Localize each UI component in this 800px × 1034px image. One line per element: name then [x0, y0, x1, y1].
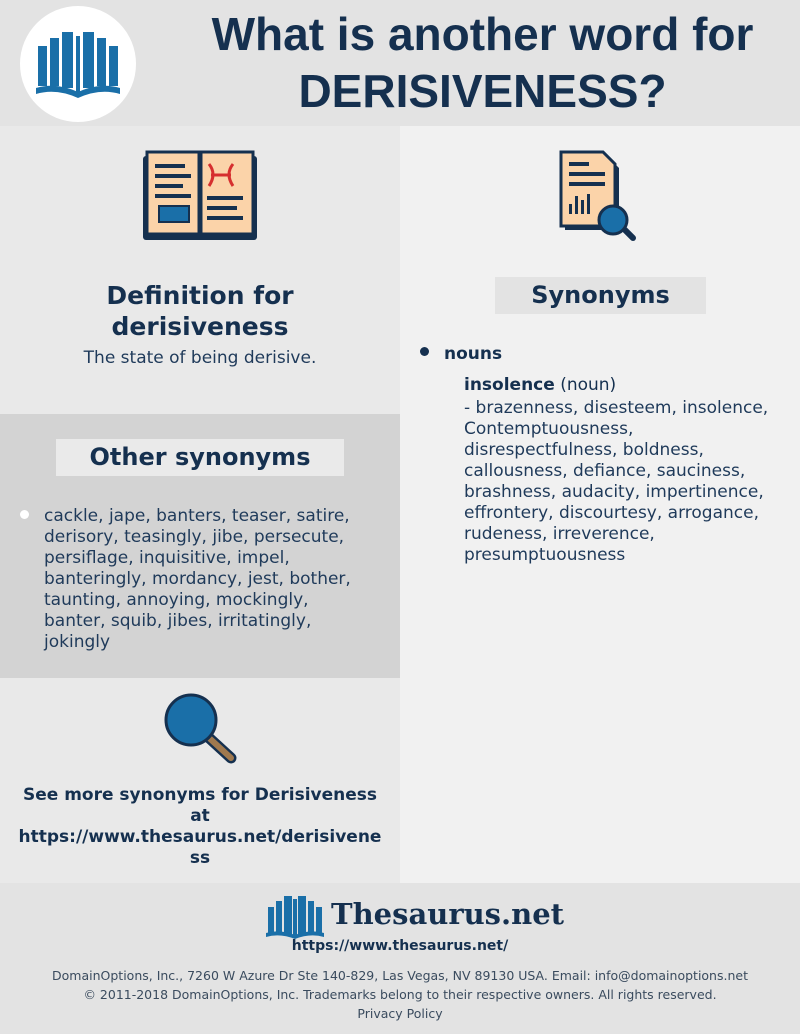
- footer-url[interactable]: https://www.thesaurus.net/: [291, 938, 509, 954]
- page-header: [0, 0, 800, 126]
- page-footer: [0, 883, 800, 1034]
- synonym-line[interactable]: brashness, audacity, impertinence,: [464, 482, 764, 502]
- definition-title-word: derisiveness: [111, 312, 289, 341]
- document-search-icon: [559, 150, 639, 244]
- synonyms-list: [464, 398, 789, 566]
- synonym-line[interactable]: Contemptuousness,: [464, 419, 634, 439]
- definition-title: [0, 280, 400, 342]
- footer-brand[interactable]: Thesaurus.net: [331, 897, 565, 931]
- other-synonyms-heading: Other synonyms: [56, 439, 344, 476]
- definition-panel: [0, 126, 400, 414]
- magnifier-icon: [163, 692, 237, 764]
- page-title-line1: What is another word for: [211, 8, 754, 60]
- synonyms-panel: [400, 126, 800, 883]
- see-more-line1: See more synonyms for Derisiveness: [22, 785, 378, 805]
- bullet-icon: [420, 347, 429, 356]
- synonym-line[interactable]: effrontery, discourtesy, arrogance,: [464, 503, 759, 523]
- see-more-url[interactable]: https://www.thesaurus.net/derisiveness: [18, 827, 382, 868]
- see-more-panel: [0, 678, 400, 883]
- synonym-line[interactable]: derisory, teasingly, jibe, persecute,: [44, 527, 345, 547]
- synonym-line[interactable]: persiflage, inquisitive, impel,: [44, 548, 290, 568]
- synonym-line[interactable]: callousness, defiance, sauciness,: [464, 461, 746, 481]
- footer-book-logo-icon[interactable]: [264, 893, 326, 941]
- site-logo[interactable]: [20, 6, 136, 122]
- footer-copyright: © 2011-2018 DomainOptions, Inc. Trademarks belong to their respective owners. All rights reserved.: [83, 987, 717, 1002]
- other-synonyms-list: [44, 506, 384, 653]
- synonym-line[interactable]: rudeness, irreverence,: [464, 524, 655, 544]
- synonym-line[interactable]: presumptuousness: [464, 545, 626, 565]
- page-title-line2: DERISIVENESS?: [298, 65, 667, 117]
- footer-address: DomainOptions, Inc., 7260 W Azure Dr Ste 140-829, Las Vegas, NV 89130 USA. Email: info@domainoptions.net: [52, 968, 748, 983]
- other-synonyms-panel: [0, 414, 400, 678]
- synonym-line[interactable]: banter, squib, jibes, irritatingly,: [44, 611, 312, 631]
- synonym-line[interactable]: taunting, annoying, mockingly,: [44, 590, 309, 610]
- see-more-line2: at: [190, 806, 210, 826]
- synonym-line[interactable]: disrespectfulness, boldness,: [464, 440, 704, 460]
- open-book-icon: [141, 150, 259, 244]
- part-of-speech-label: nouns: [444, 344, 503, 364]
- synonym-line[interactable]: jokingly: [44, 632, 111, 652]
- synonym-line[interactable]: cackle, jape, banters, teaser, satire,: [44, 506, 350, 526]
- synonym-line[interactable]: banteringly, mordancy, jest, bother,: [44, 569, 351, 589]
- bullet-icon: [20, 510, 29, 519]
- headword[interactable]: insolence: [464, 375, 555, 395]
- headword-pos: (noun): [560, 375, 617, 395]
- book-logo-icon: [32, 26, 124, 102]
- synonym-headword[interactable]: [464, 375, 616, 395]
- definition-text: The state of being derisive.: [83, 348, 317, 368]
- synonym-line[interactable]: - brazenness, disesteem, insolence,: [464, 398, 769, 418]
- synonyms-heading: Synonyms: [495, 277, 706, 314]
- page-title: [175, 6, 790, 120]
- definition-title-line1: Definition for: [106, 281, 294, 310]
- privacy-policy-link[interactable]: Privacy Policy: [357, 1006, 443, 1021]
- see-more-link[interactable]: [15, 785, 385, 869]
